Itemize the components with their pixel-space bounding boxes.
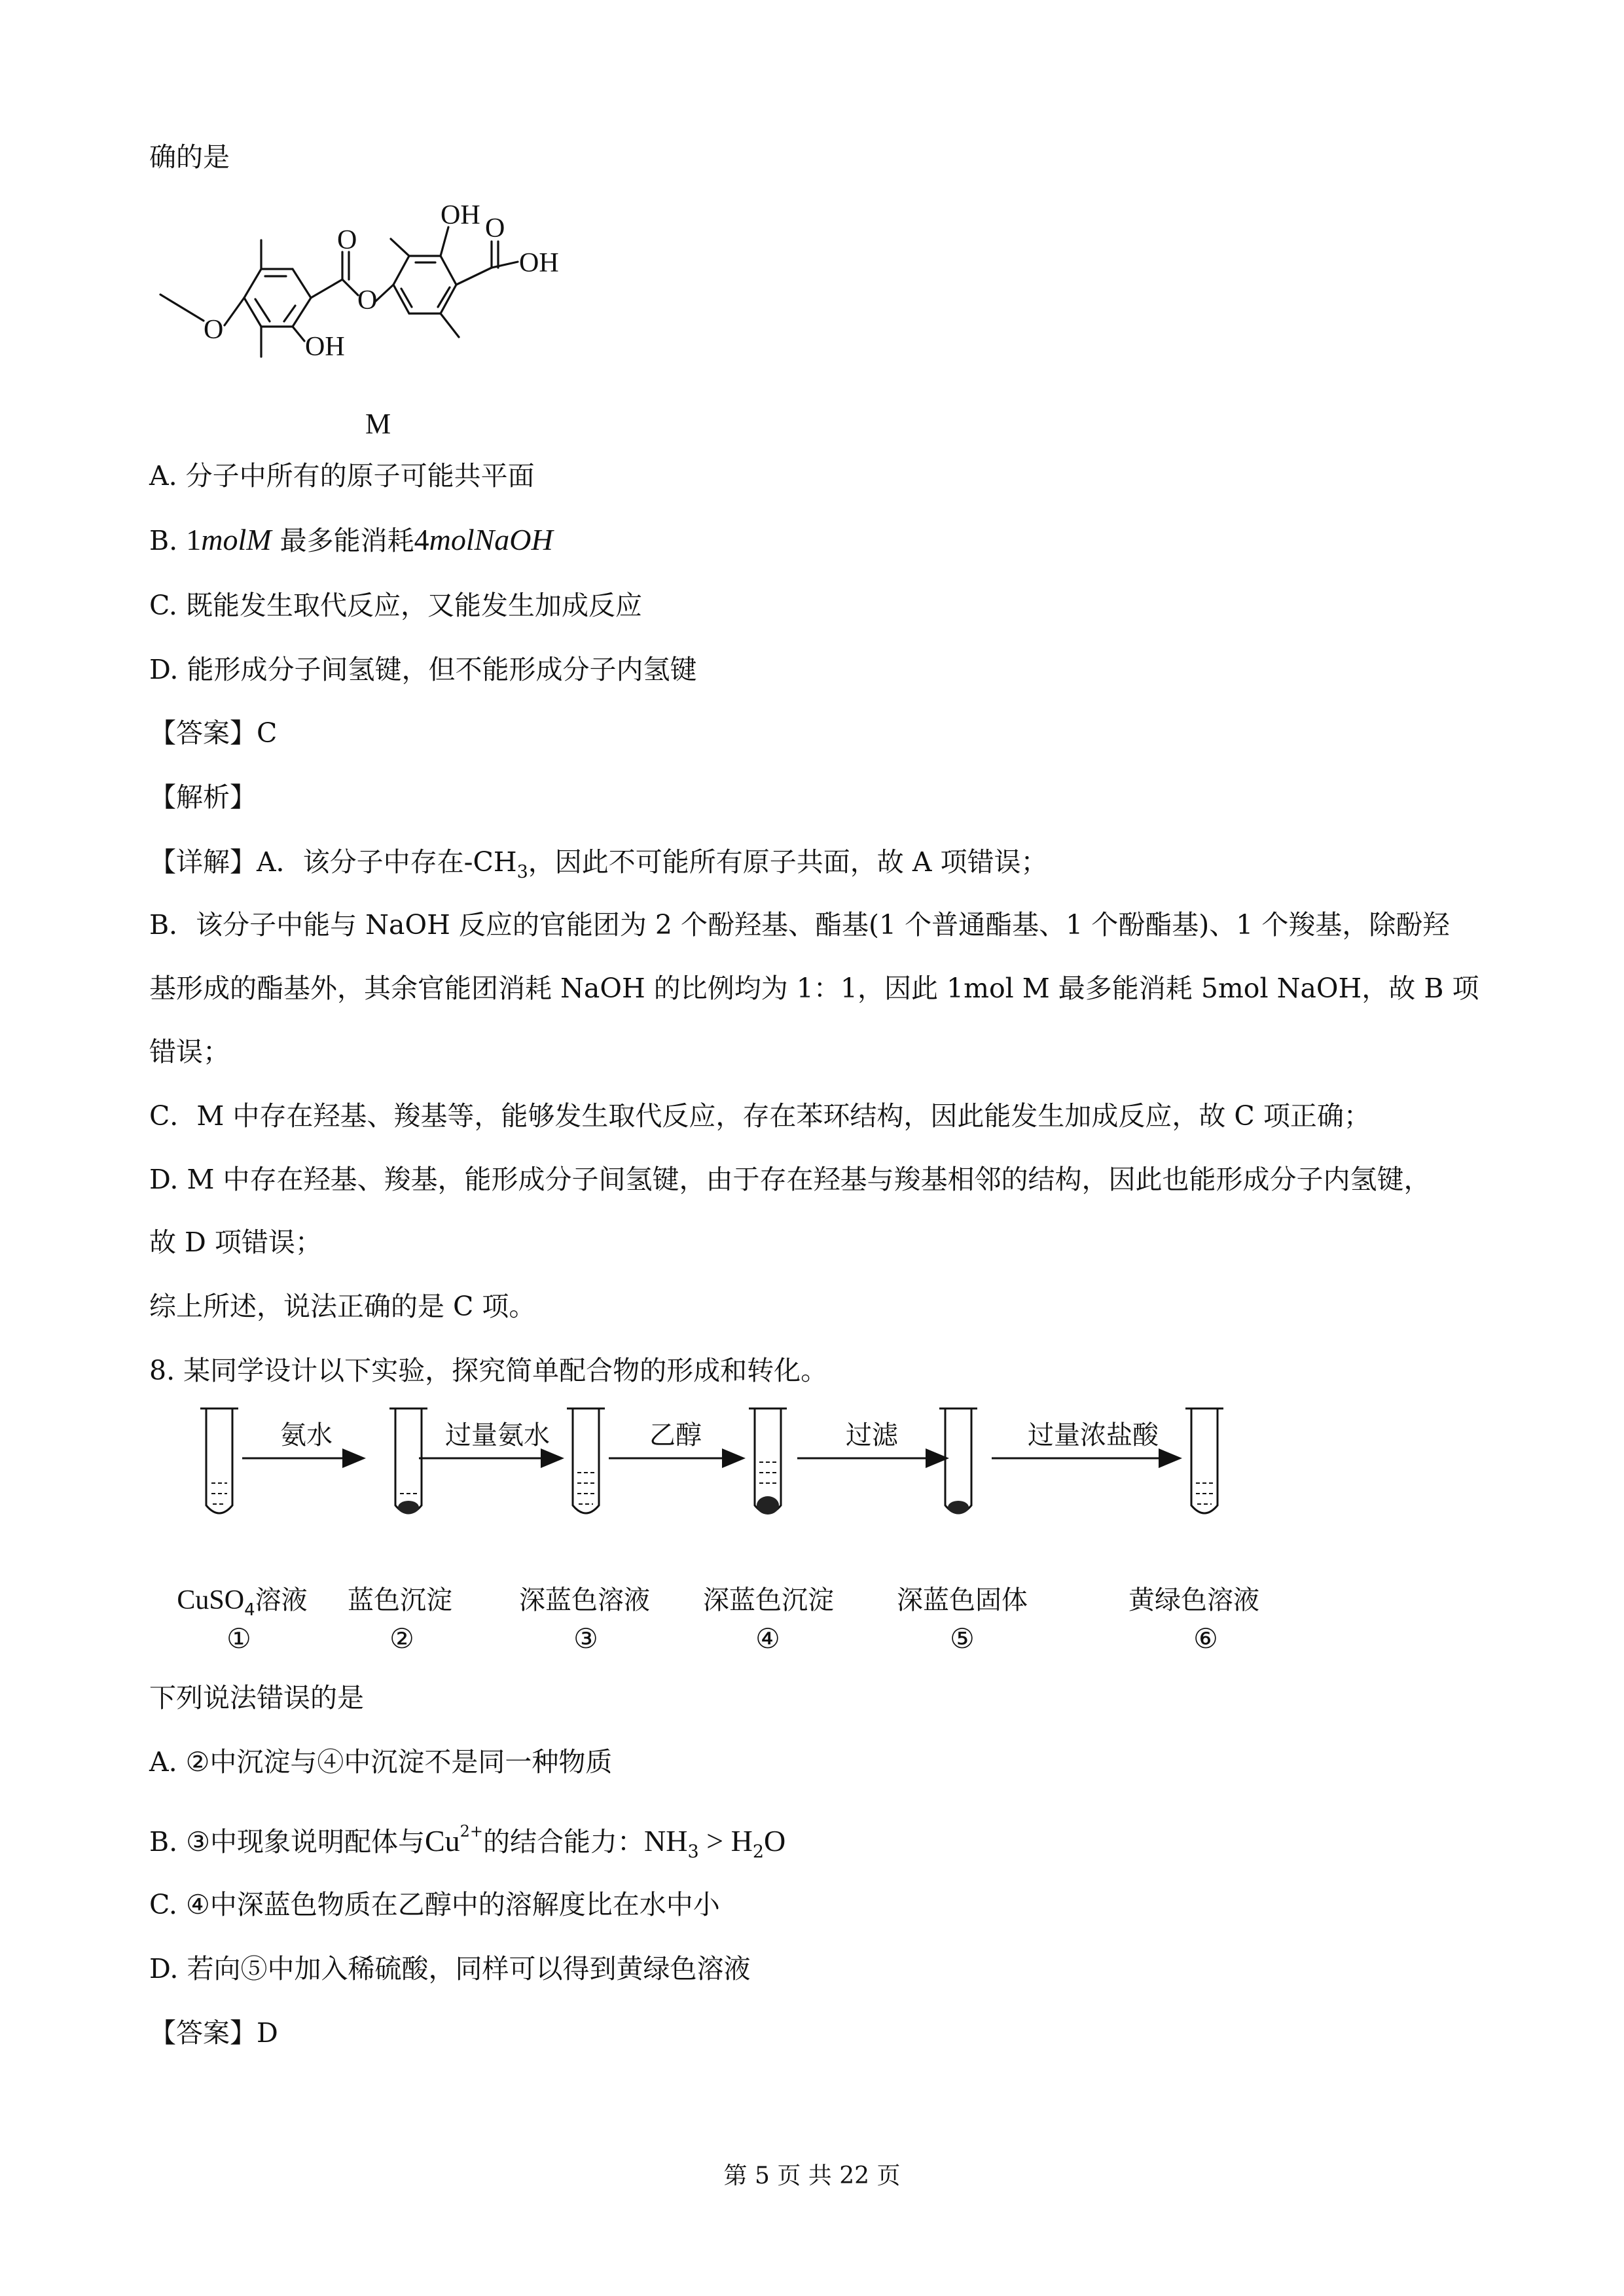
q8-option-b-cu: Cu [424, 1824, 460, 1857]
q7-detail-b-line3: 错误； [149, 1036, 230, 1067]
arrow-label-1: 氨水 [280, 1420, 333, 1450]
methoxy-o-label: O [204, 315, 224, 345]
q7-option-b-qty2: 4 [414, 523, 429, 556]
q8-option-b-nh: NH [644, 1824, 688, 1857]
q8-question: 下列说法错误的是 [149, 1682, 364, 1713]
q7-detail-a-pre: 【详解】A．该分子中存在-CH [149, 846, 517, 878]
q8-option-b [149, 1812, 785, 1872]
arrow-label-2: 过量氨水 [445, 1420, 550, 1450]
molecule-m-structure [147, 187, 619, 409]
q7-detail-a [149, 842, 1047, 892]
tube-number-6: ⑥ [1193, 1623, 1218, 1655]
page-footer: 第 5 页 共 22 页 [723, 2162, 901, 2189]
tube-number-5: ⑤ [950, 1623, 975, 1655]
q7-option-b [149, 520, 553, 560]
q8-option-b-h-sub: 2 [752, 1842, 765, 1862]
q8-option-b-gt: > H [698, 1824, 753, 1857]
q7-option-c: C. 既能发生取代反应，又能发生加成反应 [149, 590, 642, 621]
q7-detail-b-line1: B．该分子中能与 NaOH 反应的官能团为 2 个酚羟基、酯基(1 个普通酯基、1 个酚酯基)、1 个羧基，除酚羟 [149, 909, 1450, 941]
test-tube-3 [567, 1408, 605, 1513]
q8-option-b-pre: B. ③中现象说明配体与 [149, 1826, 425, 1857]
tube-label-1-pre: CuSO [177, 1585, 245, 1615]
test-tube-4 [749, 1408, 787, 1515]
q7-detail-c: C．M 中存在羟基、羧基等，能够发生取代反应，存在苯环结构，因此能发生加成反应，故 C 项正确； [149, 1100, 1371, 1132]
oh-bottom-label: OH [305, 332, 345, 362]
tube-label-2: 蓝色沉淀 [348, 1585, 452, 1615]
acid-oh-label: OH [519, 248, 559, 278]
q8-option-b-mid: 的结合能力： [483, 1826, 645, 1857]
tube-number-4: ④ [755, 1623, 780, 1655]
test-tube-5 [939, 1408, 977, 1514]
q7-detail-a-sub: 3 [516, 862, 528, 882]
ester-carbonyl-o-label: O [337, 225, 357, 255]
q7-option-b-unit1: molM [201, 523, 272, 556]
test-tube-1 [200, 1408, 238, 1513]
q7-detail-d-line1: D. M 中存在羟基、羧基，能形成分子间氢键，由于存在羟基与羧基相邻的结构，因此也能形成分子内氢键， [149, 1164, 1431, 1195]
molecule-label: M [365, 408, 391, 440]
q7-option-a: A. 分子中所有的原子可能共平面 [149, 460, 535, 492]
q7-answer: 【答案】C [149, 717, 278, 749]
q7-detail-a-post: ，因此不可能所有原子共面，故 A 项错误； [528, 846, 1048, 878]
q7-summary: 综上所述，说法正确的是 C 项。 [149, 1291, 536, 1322]
tube-label-6: 黄绿色溶液 [1128, 1585, 1259, 1615]
q8-option-b-nh-sub: 3 [687, 1842, 699, 1862]
carbonyl-o-label: O [485, 213, 505, 243]
q7-option-b-mid: 最多能消耗 [280, 525, 414, 556]
test-tube-6 [1185, 1408, 1223, 1513]
tube-label-1-post: 溶液 [255, 1585, 308, 1615]
tube-label-1 [177, 1585, 307, 1620]
q8-option-a: A. ②中沉淀与④中沉淀不是同一种物质 [149, 1746, 613, 1778]
arrow-label-4: 过滤 [846, 1420, 898, 1450]
q7-option-b-unit2: molNaOH [429, 523, 553, 556]
experiment-diagram [144, 1401, 1322, 1662]
arrow-label-3: 乙醇 [649, 1420, 702, 1450]
q8-option-d: D. 若向⑤中加入稀硫酸，同样可以得到黄绿色溶液 [149, 1953, 751, 1984]
tube-label-5: 深蓝色固体 [897, 1585, 1028, 1615]
oh-top-label: OH [441, 200, 480, 230]
tube-label-1-sub: 4 [244, 1600, 255, 1620]
q8-option-b-cu-sup: 2+ [460, 1822, 484, 1840]
q8-option-b-o: O [764, 1824, 786, 1857]
arrow-label-5: 过量浓盐酸 [1028, 1420, 1159, 1450]
tube-label-4: 深蓝色沉淀 [703, 1585, 834, 1615]
q7-detail-b-line2: 基形成的酯基外，其余官能团消耗 NaOH 的比例均为 1：1，因此 1mol M 最多能消耗 5mol NaOH，故 B 项 [149, 973, 1479, 1004]
q7-option-b-prefix: B. [149, 525, 178, 556]
q7-analysis-label: 【解析】 [149, 781, 257, 813]
tube-number-2: ② [389, 1623, 414, 1655]
q7-detail-d-line2: 故 D 项错误； [149, 1227, 322, 1258]
q8-option-c: C. ④中深蓝色物质在乙醇中的溶解度比在水中小 [149, 1889, 720, 1920]
q8-answer: 【答案】D [149, 2017, 278, 2049]
ester-o-label: O [357, 285, 378, 315]
tube-label-3: 深蓝色溶液 [519, 1585, 650, 1615]
q7-option-b-qty1: 1 [186, 523, 202, 556]
q8-stem: 8. 某同学设计以下实验，探究简单配合物的形成和转化。 [149, 1355, 828, 1386]
test-tube-2 [389, 1408, 427, 1514]
tube-number-1: ① [226, 1623, 251, 1655]
q7-stem-tail: 确的是 [149, 141, 230, 173]
q7-option-d: D. 能形成分子间氢键，但不能形成分子内氢键 [149, 654, 697, 685]
tube-number-3: ③ [573, 1623, 598, 1655]
